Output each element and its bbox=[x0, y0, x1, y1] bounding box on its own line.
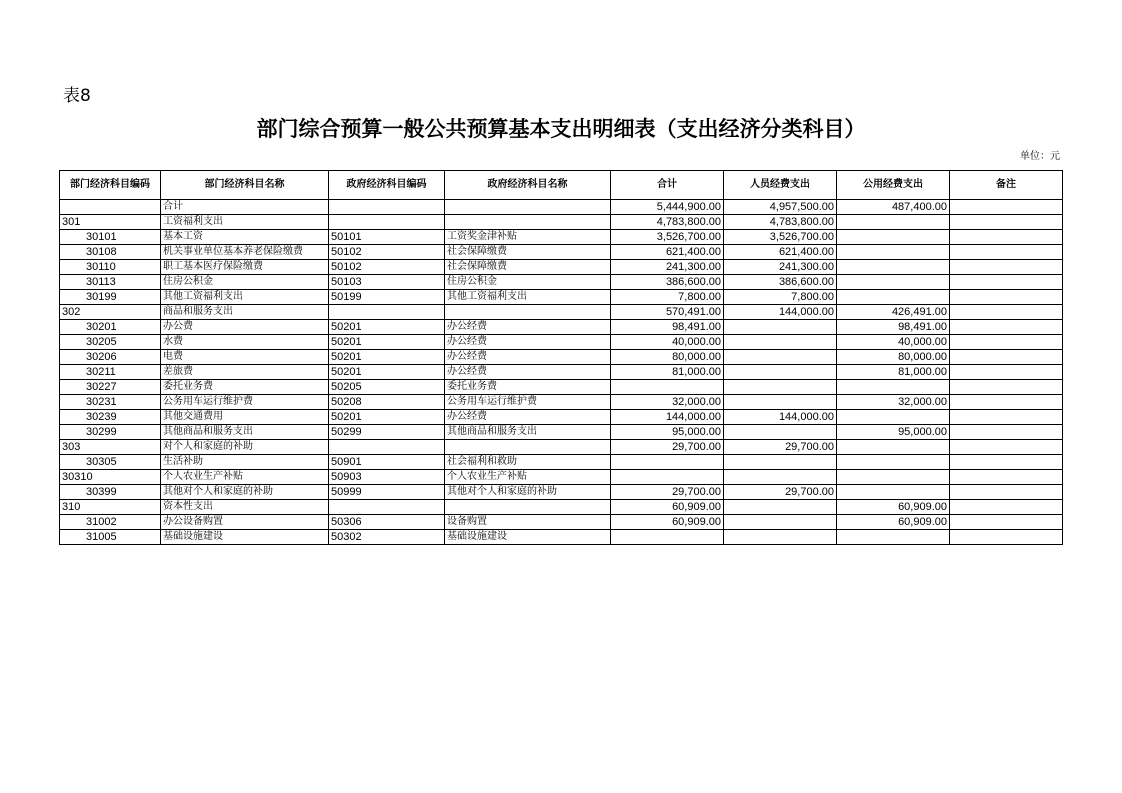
dept-code-cell: 301 bbox=[60, 215, 161, 230]
personnel-cell bbox=[724, 530, 837, 545]
personnel-cell: 7,800.00 bbox=[724, 290, 837, 305]
dept-code-cell: 310 bbox=[60, 500, 161, 515]
gov-name-cell: 个人农业生产补贴 bbox=[445, 470, 611, 485]
personnel-cell: 386,600.00 bbox=[724, 275, 837, 290]
gov-code-cell: 50299 bbox=[329, 425, 445, 440]
public-cell: 426,491.00 bbox=[837, 305, 950, 320]
personnel-cell bbox=[724, 470, 837, 485]
personnel-cell: 144,000.00 bbox=[724, 410, 837, 425]
total-cell: 60,909.00 bbox=[611, 500, 724, 515]
dept-name-cell: 基础设施建设 bbox=[161, 530, 329, 545]
dept-code-cell: 30110 bbox=[60, 260, 161, 275]
personnel-cell: 29,700.00 bbox=[724, 440, 837, 455]
dept-code-cell: 30399 bbox=[60, 485, 161, 500]
personnel-cell: 144,000.00 bbox=[724, 305, 837, 320]
personnel-cell bbox=[724, 365, 837, 380]
gov-name-cell: 办公经费 bbox=[445, 335, 611, 350]
table-row bbox=[60, 470, 1063, 485]
dept-name-cell: 基本工资 bbox=[161, 230, 329, 245]
total-cell: 5,444,900.00 bbox=[611, 200, 724, 215]
total-cell: 144,000.00 bbox=[611, 410, 724, 425]
public-cell bbox=[837, 470, 950, 485]
public-cell bbox=[837, 290, 950, 305]
public-cell bbox=[837, 530, 950, 545]
gov-code-cell: 50302 bbox=[329, 530, 445, 545]
gov-name-cell: 社会保障缴费 bbox=[445, 260, 611, 275]
dept-code-cell: 302 bbox=[60, 305, 161, 320]
table-row bbox=[60, 320, 1063, 335]
gov-code-cell: 50201 bbox=[329, 335, 445, 350]
gov-name-cell: 办公经费 bbox=[445, 365, 611, 380]
header-dept-code: 部门经济科目编码 bbox=[60, 171, 161, 200]
dept-name-cell: 机关事业单位基本养老保险缴费 bbox=[161, 245, 329, 260]
gov-name-cell: 社会保障缴费 bbox=[445, 245, 611, 260]
gov-code-cell: 50208 bbox=[329, 395, 445, 410]
public-cell bbox=[837, 245, 950, 260]
note-cell bbox=[950, 320, 1063, 335]
personnel-cell: 3,526,700.00 bbox=[724, 230, 837, 245]
dept-code-cell: 30101 bbox=[60, 230, 161, 245]
table-row bbox=[60, 200, 1063, 215]
dept-name-cell: 职工基本医疗保险缴费 bbox=[161, 260, 329, 275]
table-row bbox=[60, 305, 1063, 320]
public-cell: 80,000.00 bbox=[837, 350, 950, 365]
gov-name-cell: 办公经费 bbox=[445, 410, 611, 425]
gov-code-cell: 50901 bbox=[329, 455, 445, 470]
dept-code-cell: 30310 bbox=[60, 470, 161, 485]
public-cell: 81,000.00 bbox=[837, 365, 950, 380]
header-note: 备注 bbox=[950, 171, 1063, 200]
total-cell: 386,600.00 bbox=[611, 275, 724, 290]
dept-code-cell: 31005 bbox=[60, 530, 161, 545]
dept-name-cell: 办公费 bbox=[161, 320, 329, 335]
gov-name-cell bbox=[445, 500, 611, 515]
note-cell bbox=[950, 365, 1063, 380]
table-number: 表8 bbox=[63, 86, 91, 106]
header-total: 合计 bbox=[611, 171, 724, 200]
personnel-cell bbox=[724, 425, 837, 440]
total-cell: 570,491.00 bbox=[611, 305, 724, 320]
gov-code-cell bbox=[329, 215, 445, 230]
dept-name-cell: 水费 bbox=[161, 335, 329, 350]
note-cell bbox=[950, 515, 1063, 530]
gov-code-cell: 50101 bbox=[329, 230, 445, 245]
public-cell bbox=[837, 260, 950, 275]
dept-code-cell: 30305 bbox=[60, 455, 161, 470]
public-cell: 98,491.00 bbox=[837, 320, 950, 335]
public-cell: 60,909.00 bbox=[837, 515, 950, 530]
total-cell: 241,300.00 bbox=[611, 260, 724, 275]
gov-name-cell: 住房公积金 bbox=[445, 275, 611, 290]
gov-name-cell bbox=[445, 440, 611, 455]
gov-name-cell: 工资奖金津补贴 bbox=[445, 230, 611, 245]
note-cell bbox=[950, 500, 1063, 515]
note-cell bbox=[950, 485, 1063, 500]
dept-code-cell: 30113 bbox=[60, 275, 161, 290]
public-cell: 32,000.00 bbox=[837, 395, 950, 410]
public-cell bbox=[837, 275, 950, 290]
dept-name-cell: 差旅费 bbox=[161, 365, 329, 380]
gov-name-cell: 其他工资福利支出 bbox=[445, 290, 611, 305]
public-cell bbox=[837, 410, 950, 425]
dept-code-cell: 30108 bbox=[60, 245, 161, 260]
table-row bbox=[60, 275, 1063, 290]
header-personnel: 人员经费支出 bbox=[724, 171, 837, 200]
dept-name-cell: 个人农业生产补贴 bbox=[161, 470, 329, 485]
note-cell bbox=[950, 530, 1063, 545]
budget-table bbox=[59, 170, 1063, 545]
gov-code-cell bbox=[329, 440, 445, 455]
public-cell bbox=[837, 455, 950, 470]
public-cell: 40,000.00 bbox=[837, 335, 950, 350]
table-body bbox=[60, 200, 1063, 545]
gov-name-cell bbox=[445, 200, 611, 215]
dept-name-cell: 住房公积金 bbox=[161, 275, 329, 290]
personnel-cell: 4,783,800.00 bbox=[724, 215, 837, 230]
note-cell bbox=[950, 260, 1063, 275]
note-cell bbox=[950, 440, 1063, 455]
public-cell: 60,909.00 bbox=[837, 500, 950, 515]
header-public: 公用经费支出 bbox=[837, 171, 950, 200]
table-row bbox=[60, 440, 1063, 455]
dept-name-cell: 其他对个人和家庭的补助 bbox=[161, 485, 329, 500]
total-cell: 95,000.00 bbox=[611, 425, 724, 440]
gov-code-cell: 50201 bbox=[329, 320, 445, 335]
total-cell: 621,400.00 bbox=[611, 245, 724, 260]
total-cell: 81,000.00 bbox=[611, 365, 724, 380]
dept-code-cell: 30239 bbox=[60, 410, 161, 425]
table-row bbox=[60, 365, 1063, 380]
gov-code-cell: 50103 bbox=[329, 275, 445, 290]
public-cell bbox=[837, 440, 950, 455]
personnel-cell: 4,957,500.00 bbox=[724, 200, 837, 215]
table-row bbox=[60, 335, 1063, 350]
gov-name-cell: 基础设施建设 bbox=[445, 530, 611, 545]
gov-name-cell: 办公经费 bbox=[445, 350, 611, 365]
note-cell bbox=[950, 290, 1063, 305]
personnel-cell: 29,700.00 bbox=[724, 485, 837, 500]
table-row bbox=[60, 260, 1063, 275]
dept-name-cell: 对个人和家庭的补助 bbox=[161, 440, 329, 455]
dept-name-cell: 电费 bbox=[161, 350, 329, 365]
note-cell bbox=[950, 455, 1063, 470]
gov-name-cell: 公务用车运行维护费 bbox=[445, 395, 611, 410]
dept-code-cell: 31002 bbox=[60, 515, 161, 530]
dept-code-cell: 30211 bbox=[60, 365, 161, 380]
note-cell bbox=[950, 230, 1063, 245]
header-gov-code: 政府经济科目编码 bbox=[329, 171, 445, 200]
dept-code-cell: 30206 bbox=[60, 350, 161, 365]
dept-name-cell: 生活补助 bbox=[161, 455, 329, 470]
total-cell: 32,000.00 bbox=[611, 395, 724, 410]
table-row bbox=[60, 410, 1063, 425]
total-cell: 60,909.00 bbox=[611, 515, 724, 530]
table-row bbox=[60, 230, 1063, 245]
gov-code-cell: 50999 bbox=[329, 485, 445, 500]
dept-name-cell: 公务用车运行维护费 bbox=[161, 395, 329, 410]
table-row bbox=[60, 500, 1063, 515]
gov-name-cell: 其他商品和服务支出 bbox=[445, 425, 611, 440]
note-cell bbox=[950, 395, 1063, 410]
gov-name-cell: 办公经费 bbox=[445, 320, 611, 335]
dept-code-cell: 30201 bbox=[60, 320, 161, 335]
total-cell: 29,700.00 bbox=[611, 485, 724, 500]
gov-code-cell: 50205 bbox=[329, 380, 445, 395]
dept-name-cell: 资本性支出 bbox=[161, 500, 329, 515]
gov-code-cell: 50306 bbox=[329, 515, 445, 530]
note-cell bbox=[950, 335, 1063, 350]
gov-code-cell: 50102 bbox=[329, 260, 445, 275]
table-header-row bbox=[60, 171, 1063, 200]
gov-code-cell: 50199 bbox=[329, 290, 445, 305]
note-cell bbox=[950, 200, 1063, 215]
personnel-cell bbox=[724, 515, 837, 530]
gov-code-cell: 50903 bbox=[329, 470, 445, 485]
public-cell bbox=[837, 485, 950, 500]
unit-label: 单位：元 bbox=[1020, 151, 1060, 162]
note-cell bbox=[950, 410, 1063, 425]
public-cell bbox=[837, 380, 950, 395]
dept-code-cell: 30205 bbox=[60, 335, 161, 350]
gov-name-cell: 委托业务费 bbox=[445, 380, 611, 395]
note-cell bbox=[950, 305, 1063, 320]
note-cell bbox=[950, 425, 1063, 440]
total-cell: 7,800.00 bbox=[611, 290, 724, 305]
total-cell: 3,526,700.00 bbox=[611, 230, 724, 245]
note-cell bbox=[950, 380, 1063, 395]
total-cell: 80,000.00 bbox=[611, 350, 724, 365]
gov-name-cell: 其他对个人和家庭的补助 bbox=[445, 485, 611, 500]
table-row bbox=[60, 530, 1063, 545]
header-dept-name: 部门经济科目名称 bbox=[161, 171, 329, 200]
table-row bbox=[60, 455, 1063, 470]
note-cell bbox=[950, 245, 1063, 260]
dept-name-cell: 商品和服务支出 bbox=[161, 305, 329, 320]
public-cell: 95,000.00 bbox=[837, 425, 950, 440]
dept-name-cell: 工资福利支出 bbox=[161, 215, 329, 230]
total-cell bbox=[611, 380, 724, 395]
dept-name-cell: 委托业务费 bbox=[161, 380, 329, 395]
dept-name-cell: 其他商品和服务支出 bbox=[161, 425, 329, 440]
personnel-cell bbox=[724, 500, 837, 515]
personnel-cell bbox=[724, 335, 837, 350]
public-cell bbox=[837, 215, 950, 230]
total-cell bbox=[611, 470, 724, 485]
table-row bbox=[60, 215, 1063, 230]
header-gov-name: 政府经济科目名称 bbox=[445, 171, 611, 200]
dept-name-cell: 其他工资福利支出 bbox=[161, 290, 329, 305]
gov-code-cell bbox=[329, 200, 445, 215]
note-cell bbox=[950, 470, 1063, 485]
personnel-cell: 241,300.00 bbox=[724, 260, 837, 275]
dept-name-cell: 合计 bbox=[161, 200, 329, 215]
gov-code-cell: 50201 bbox=[329, 365, 445, 380]
gov-name-cell: 社会福利和救助 bbox=[445, 455, 611, 470]
page-title: 部门综合预算一般公共预算基本支出明细表（支出经济分类科目） bbox=[256, 116, 866, 141]
table-row bbox=[60, 395, 1063, 410]
personnel-cell bbox=[724, 350, 837, 365]
personnel-cell bbox=[724, 320, 837, 335]
public-cell bbox=[837, 230, 950, 245]
dept-code-cell: 303 bbox=[60, 440, 161, 455]
dept-code-cell bbox=[60, 200, 161, 215]
table-row bbox=[60, 425, 1063, 440]
table-row bbox=[60, 245, 1063, 260]
table-row bbox=[60, 350, 1063, 365]
note-cell bbox=[950, 215, 1063, 230]
total-cell: 29,700.00 bbox=[611, 440, 724, 455]
total-cell: 98,491.00 bbox=[611, 320, 724, 335]
dept-code-cell: 30231 bbox=[60, 395, 161, 410]
table-row bbox=[60, 515, 1063, 530]
gov-name-cell bbox=[445, 305, 611, 320]
gov-code-cell bbox=[329, 305, 445, 320]
personnel-cell bbox=[724, 380, 837, 395]
gov-code-cell: 50201 bbox=[329, 410, 445, 425]
gov-code-cell bbox=[329, 500, 445, 515]
table-row bbox=[60, 290, 1063, 305]
personnel-cell bbox=[724, 395, 837, 410]
dept-code-cell: 30199 bbox=[60, 290, 161, 305]
dept-name-cell: 其他交通费用 bbox=[161, 410, 329, 425]
total-cell bbox=[611, 530, 724, 545]
dept-name-cell: 办公设备购置 bbox=[161, 515, 329, 530]
table-row bbox=[60, 485, 1063, 500]
gov-name-cell bbox=[445, 215, 611, 230]
note-cell bbox=[950, 275, 1063, 290]
table-row bbox=[60, 380, 1063, 395]
public-cell: 487,400.00 bbox=[837, 200, 950, 215]
personnel-cell: 621,400.00 bbox=[724, 245, 837, 260]
total-cell bbox=[611, 455, 724, 470]
gov-name-cell: 设备购置 bbox=[445, 515, 611, 530]
dept-code-cell: 30299 bbox=[60, 425, 161, 440]
personnel-cell bbox=[724, 455, 837, 470]
note-cell bbox=[950, 350, 1063, 365]
total-cell: 4,783,800.00 bbox=[611, 215, 724, 230]
dept-code-cell: 30227 bbox=[60, 380, 161, 395]
gov-code-cell: 50201 bbox=[329, 350, 445, 365]
gov-code-cell: 50102 bbox=[329, 245, 445, 260]
total-cell: 40,000.00 bbox=[611, 335, 724, 350]
